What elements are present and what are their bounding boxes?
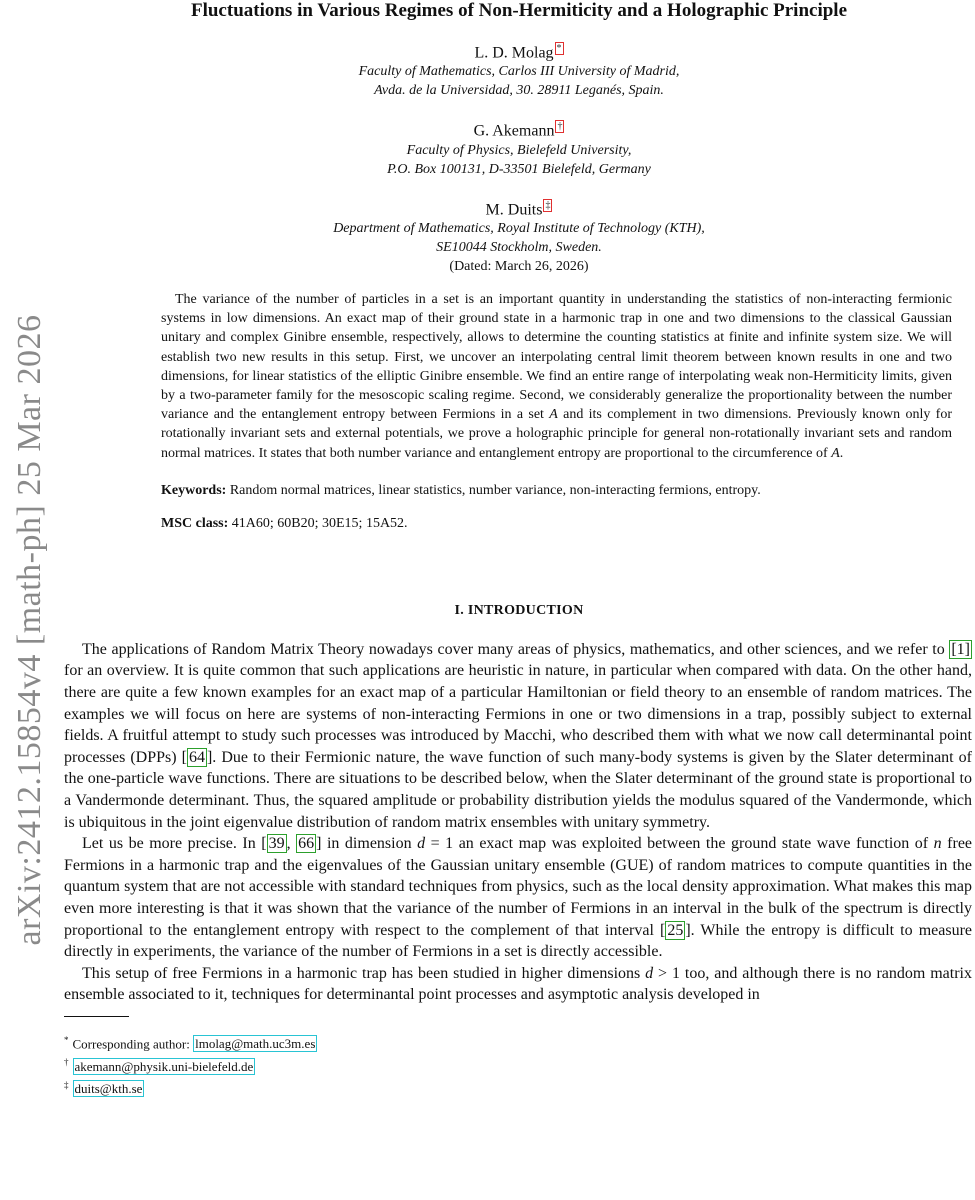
author-name (64, 42, 974, 62)
footnote (64, 1076, 974, 1098)
arxiv-sidebar (0, 280, 60, 980)
email-link[interactable]: lmolag@math.uc3m.es (195, 1036, 316, 1052)
math-symbol: d (645, 964, 654, 982)
math-symbol: d (417, 835, 426, 853)
body-text: This setup of free Fermions in a harmonic trap has been studied in higher dimensions (82, 964, 646, 982)
abstract-text: . (839, 445, 844, 461)
footnote (64, 1053, 974, 1075)
paper-page (64, 0, 974, 1098)
author-name-text: G. Akemann (473, 122, 555, 140)
body-text: ]. Due to their Fermionic nature, the wave function of such many-body systems is given by the Slater determinant of the one-particle wave functions. There are situations to be described below, when the Slater determinant of the ground state is proportional to a Vandermonde determinant. Thus, the squared amplitude or probability distribution yields the modulus squared of the Vandermonde, which is ubiquitous in the joint eigenvalue distribution of random matrix ensembles with unitary symmetry. (64, 748, 972, 831)
footnote-mark: ‡ (64, 1079, 69, 1090)
author-block-3 (64, 199, 974, 257)
author-name (64, 120, 974, 140)
footnote-mark: * (64, 1034, 69, 1045)
affiliation-line: Avda. de la Universidad, 30. 28911 Leganés, Spain. (374, 83, 664, 99)
msc-text: 41A60; 60B20; 30E15; 15A52. (228, 515, 408, 531)
abstract (161, 290, 952, 463)
footnote-divider (64, 1016, 129, 1017)
citation-link[interactable]: 39 (268, 835, 285, 853)
footnote-link[interactable]: ‡ (545, 199, 551, 211)
footnote-link[interactable]: * (556, 43, 562, 54)
body-text: ] in dimension (316, 835, 418, 853)
footnote-mark: † (64, 1057, 69, 1068)
body-text: = 1 an exact map was exploited between the ground state wave function of (425, 835, 934, 853)
body-text: Let us be more precise. In [ (82, 835, 267, 853)
footnote (64, 1031, 974, 1053)
citation-link[interactable]: 66 (298, 835, 315, 853)
affiliation-line: Faculty of Physics, Bielefeld University, (406, 142, 632, 158)
body-text: ]. While the entropy is difficult to measure directly in experiments, the variance of the number of Fermions in a set is directly accessible. (64, 921, 972, 961)
footnote-label: Corresponding author: (72, 1036, 194, 1052)
footnote-link[interactable]: † (557, 121, 563, 133)
author-name-text: M. Duits (485, 200, 543, 218)
citation-link[interactable]: 64 (188, 748, 205, 766)
citation-link[interactable]: 25 (667, 921, 684, 939)
msc-class (161, 514, 952, 533)
keywords-label: Keywords: (161, 482, 227, 498)
body-text: free Fermions in a harmonic trap and the eigenvalues of the Gaussian unitary ensemble (GUE) of random matrices to compute quantities in the quantum system that are not accessible with standard techniques from physics, such as the local density approximation. What makes this map even more interesting is that it was shown that the variance of the number of Fermions in an interval in the bulk of the spectrum is directly proportional to the entanglement entropy with respect to the complement of that interval [ (64, 835, 973, 939)
author-name-text: L. D. Molag (474, 44, 554, 62)
math-symbol: n (933, 835, 942, 853)
section-heading: I. INTRODUCTION (454, 602, 584, 618)
dated-line: (Dated: March 26, 2026) (449, 258, 589, 274)
body-paragraph (64, 833, 972, 963)
abstract-text: The variance of the number of particles in a set is an important quantity in understanding the statistics of non-interacting fermionic systems in low dimensions. An exact map of their ground state in a harmonic trap in one and two dimensions to the classical Gaussian unitary and complex Ginibre ensemble, respectively, allows to determine the counting statistics at finite and infinite system size. We will establish two new results in this setup. First, we uncover an interpolating central limit theorem between known results in one and two dimensions, for linear statistics of the elliptic Ginibre ensemble. We find an entire range of interpolating weak non-Hermiticity limits, given by a two-parameter family for the mesoscopic scaling regime. Second, we considerably generalize the proportionality between the number variance and the entanglement entropy between Fermions in a set (161, 291, 952, 423)
keywords (161, 481, 952, 500)
abstract-text: and its complement in two dimensions. Previously known only for rotationally invariant sets and external potentials, we prove a holographic principle for general non-rotationally invariant sets and random normal matrices. It states that both number variance and entanglement entropy are proportional to the circumference of (161, 407, 952, 461)
author-block-2 (64, 120, 974, 178)
math-symbol: A (831, 445, 840, 461)
citation-number[interactable]: 1 (956, 640, 965, 658)
affiliation-line: P.O. Box 100131, D-33501 Bielefeld, Germany (387, 161, 651, 177)
paper-title: Fluctuations in Various Regimes of Non-Hermiticity and a Holographic Principle (190, 0, 848, 21)
body-text: The applications of Random Matrix Theory nowadays cover many areas of physics, mathematics, and other sciences, and we refer to (82, 640, 950, 658)
body-text: > 1 too, and although there is no random matrix ensemble associated to it, techniques for determinantal point processes and asymptotic analysis developed in (64, 964, 973, 1004)
email-link[interactable]: duits@kth.se (74, 1080, 143, 1096)
affiliation-line: SE10044 Stockholm, Sweden. (436, 239, 602, 255)
citation-link[interactable]: [1] (951, 640, 970, 658)
affiliation-line: Department of Mathematics, Royal Institute of Technology (KTH), (333, 220, 705, 236)
author-name (64, 199, 974, 219)
email-link[interactable]: akemann@physik.uni-bielefeld.de (74, 1058, 254, 1074)
author-block-1 (64, 42, 974, 100)
footnotes (64, 1031, 974, 1098)
keywords-text: Random normal matrices, linear statistics, number variance, non-interacting fermions, entropy. (226, 482, 761, 498)
math-symbol: A (549, 407, 558, 423)
body-paragraph (64, 963, 972, 1006)
affiliation-line: Faculty of Mathematics, Carlos III University of Madrid, (358, 64, 680, 80)
body-text: , (286, 835, 297, 853)
msc-label: MSC class: (161, 515, 229, 531)
body-paragraph (64, 639, 972, 833)
body-text: for an overview. It is quite common that such applications are heuristic in nature, in particular when compared with data. On the other hand, there are quite a few known examples for an exact map of a particular Hamiltonian or field theory to an ensemble of random matrices. The examples we will focus on here are systems of non-interacting Fermions in one or two dimensions in a trap, possibly subject to external fields. A fruitful attempt to study such processes was introduced by Macchi, who described them with what we now call determinantal point processes (DPPs) [ (64, 662, 972, 766)
arxiv-identifier: arXiv:2412.15854v4 [math-ph] 25 Mar 2026 (11, 314, 48, 946)
